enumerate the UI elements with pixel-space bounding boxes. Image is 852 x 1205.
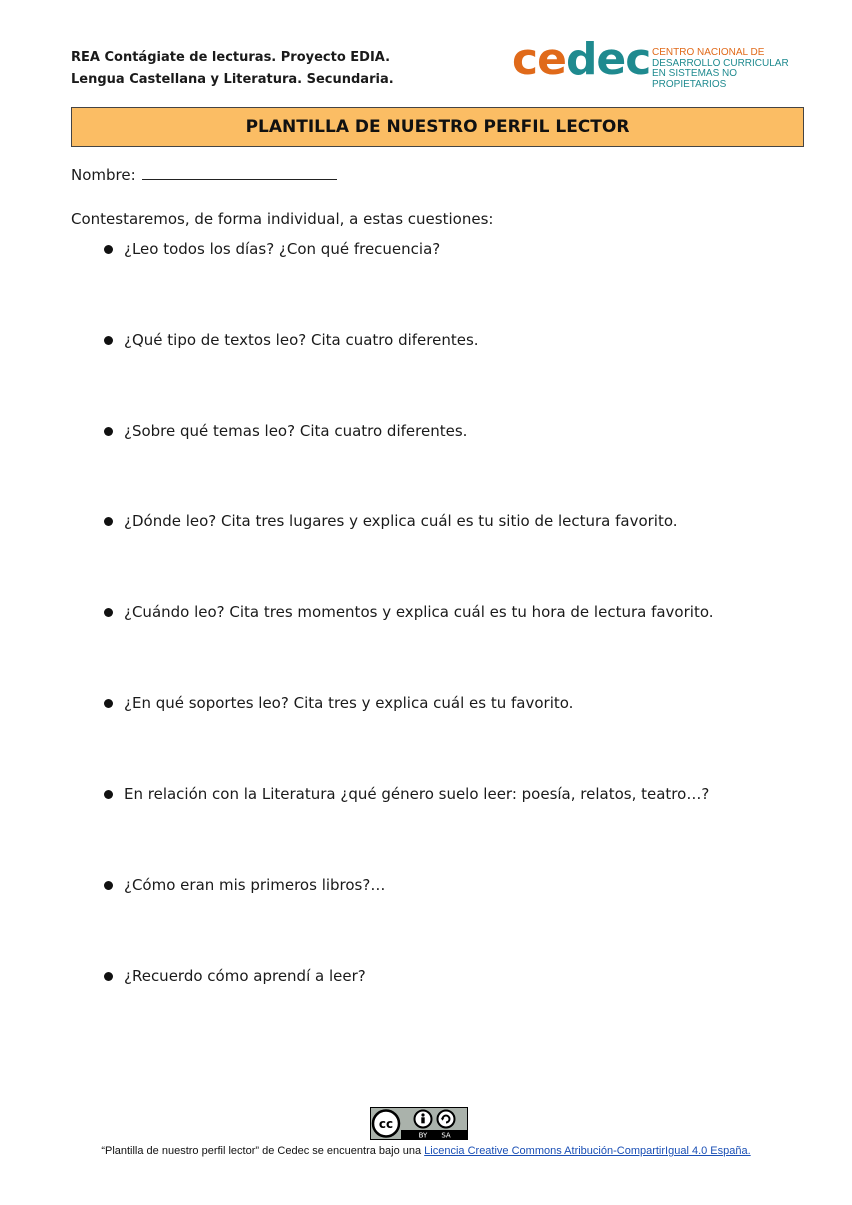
bullet-icon (104, 608, 113, 617)
cc-text: cc (378, 1117, 394, 1131)
intro-text: Contestaremos, de forma individual, a estas cuestiones: (71, 210, 494, 228)
list-item: En relación con la Literatura ¿qué género suelo leer: poesía, relatos, teatro…? (104, 785, 709, 803)
list-item: ¿Cómo eran mis primeros libros?… (104, 876, 385, 894)
document-header (71, 47, 394, 91)
license-link[interactable]: Licencia Creative Commons Atribución-CompartirIgual 4.0 España. (424, 1145, 751, 1157)
cedec-logo (512, 34, 812, 90)
list-item: ¿Dónde leo? Cita tres lugares y explica cuál es tu sitio de lectura favorito. (104, 512, 678, 530)
list-item: ¿Cuándo leo? Cita tres momentos y explica cuál es tu hora de lectura favorito. (104, 603, 714, 621)
by-text: BY (418, 1131, 428, 1139)
page-title: PLANTILLA DE NUESTRO PERFIL LECTOR (71, 107, 804, 147)
list-item: ¿Leo todos los días? ¿Con qué frecuencia? (104, 240, 440, 258)
list-item: ¿Recuerdo cómo aprendí a leer? (104, 967, 366, 985)
logo-subtitle: CENTRO NACIONAL DE DESARROLLO CURRICULAR EN SISTEMAS NO PROPIETARIOS (652, 47, 789, 90)
bullet-icon (104, 699, 113, 708)
bullet-icon (104, 245, 113, 254)
cc-license-badge[interactable] (370, 1107, 468, 1140)
license-footer (0, 1145, 852, 1157)
list-item: ¿En qué soportes leo? Cita tres y explica cuál es tu favorito. (104, 694, 573, 712)
name-field (71, 165, 337, 184)
name-label: Nombre: (71, 166, 136, 184)
header-line-2: Lengua Castellana y Literatura. Secundaria. (71, 72, 394, 87)
bullet-icon (104, 881, 113, 890)
list-item: ¿Qué tipo de textos leo? Cita cuatro diferentes. (104, 331, 479, 349)
logo-wordmark: cedec (512, 34, 651, 85)
sa-text: SA (441, 1131, 451, 1139)
cc-by-sa-icon (371, 1108, 467, 1139)
header-line-1: REA Contágiate de lecturas. Proyecto EDIA. (71, 50, 391, 65)
list-item: ¿Sobre qué temas leo? Cita cuatro diferentes. (104, 422, 467, 440)
footer-text: “Plantilla de nuestro perfil lector” de Cedec se encuentra bajo una (101, 1145, 425, 1157)
name-blank-line[interactable] (142, 165, 337, 180)
bullet-icon (104, 427, 113, 436)
bullet-icon (104, 790, 113, 799)
bullet-icon (104, 336, 113, 345)
bullet-icon (104, 517, 113, 526)
bullet-icon (104, 972, 113, 981)
